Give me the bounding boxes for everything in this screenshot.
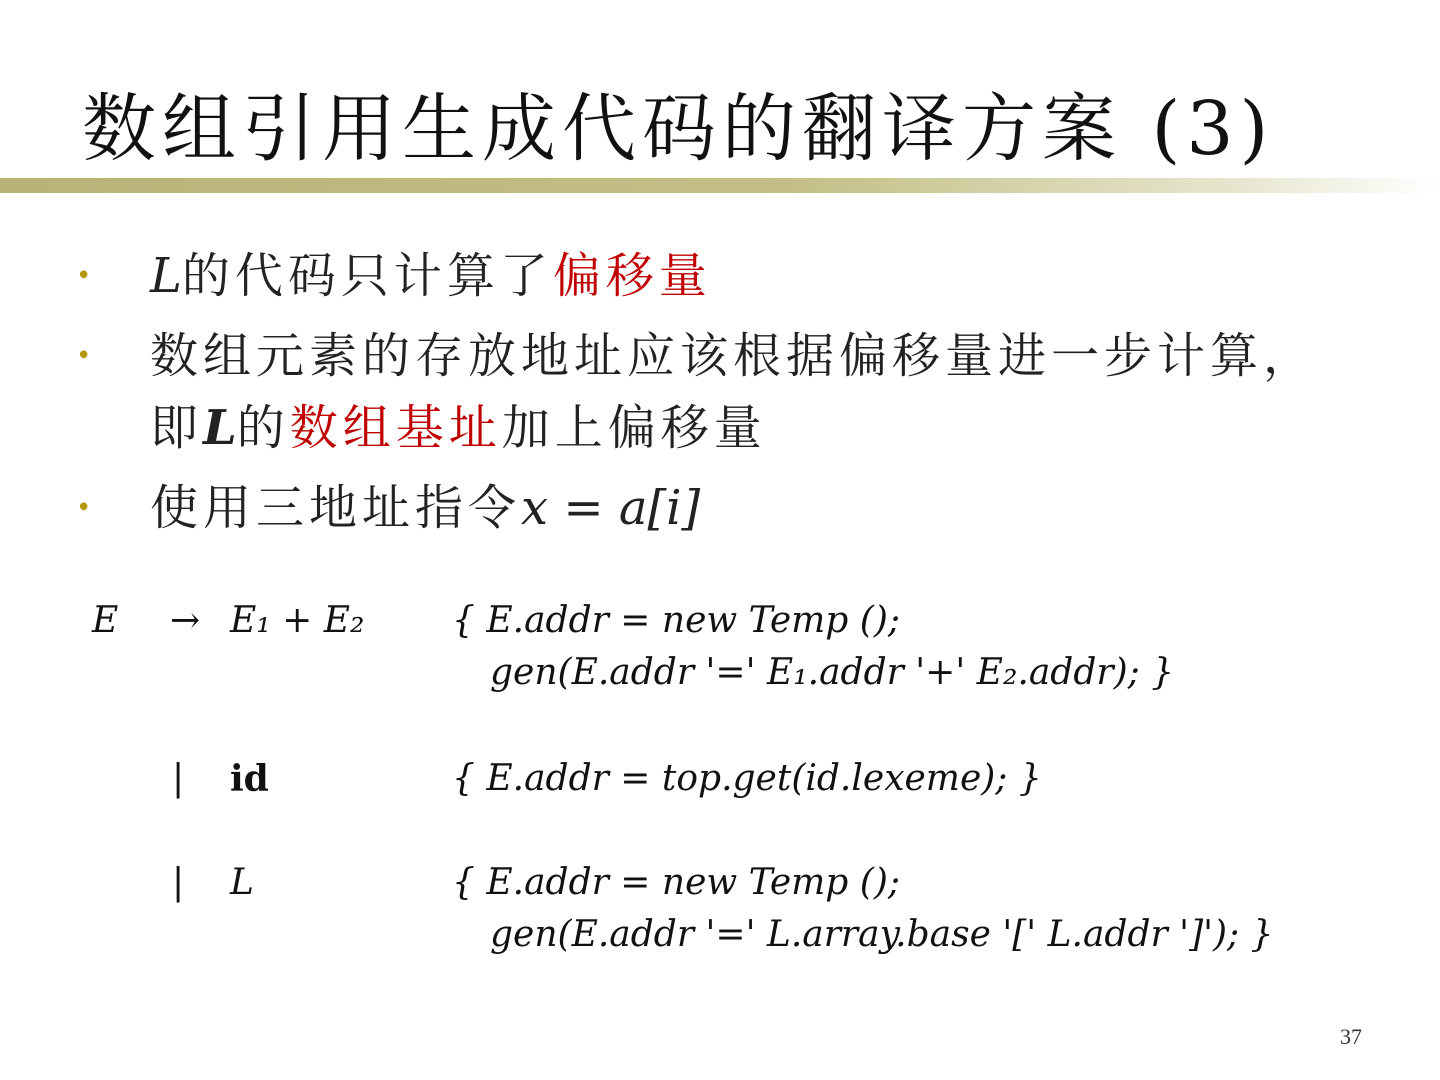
bullet-item [70, 472, 1400, 544]
production-lhs: E [92, 600, 119, 641]
bullet-text [150, 320, 1316, 464]
slide-title: 数组引用生成代码的翻译方案 (3) [82, 86, 1275, 172]
bullet-line-1: 数组元素的存放地址应该根据偏移量进一步计算， [150, 328, 1317, 384]
bullet-line-2-mid: 的 [236, 400, 290, 456]
bullet-dot: • [76, 493, 92, 523]
bullet-list [70, 240, 1400, 552]
math-symbol: L [203, 400, 237, 456]
bullet-text-plain: 的代码只计算了 [181, 248, 553, 304]
bullet-item [70, 320, 1400, 464]
bullet-line-2-suffix: 加上偏移量 [501, 400, 767, 456]
bullet-item [70, 240, 1400, 312]
production-rhs: E₁ + E₂ [230, 600, 365, 641]
semantic-action-line-1: { E.addr = top.get(id.lexeme); } [452, 758, 1042, 799]
math-symbol: L [150, 248, 182, 304]
bullet-dot: • [76, 341, 92, 371]
bullet-text-plain: 使用三地址指令 [150, 480, 522, 536]
math-expression: x = a[i] [521, 480, 701, 536]
semantic-action-line-2: gen(E.addr '=' E₁.addr '+' E₂.addr); } [490, 652, 1175, 693]
bullet-text [150, 240, 712, 312]
page-number: 37 [1340, 1024, 1362, 1049]
production-arrow: → [170, 600, 201, 641]
semantic-action-line-1: { E.addr = new Temp (); [452, 862, 900, 903]
highlight-text: 偏移量 [552, 248, 712, 304]
highlight-text: 数组基址 [289, 400, 502, 456]
title-divider [0, 178, 1440, 193]
bullet-dot: • [76, 261, 92, 291]
production-rhs: id [230, 758, 269, 800]
production-bar: | [172, 862, 185, 903]
semantic-action-line-1: { E.addr = new Temp (); [452, 600, 900, 641]
bullet-text [150, 472, 700, 544]
semantic-action-line-2: gen(E.addr '=' L.array.base '[' L.addr ']'); } [490, 914, 1274, 955]
bullet-line-2-prefix: 即 [150, 400, 204, 456]
production-bar: | [172, 758, 185, 799]
production-rhs: L [230, 862, 254, 903]
